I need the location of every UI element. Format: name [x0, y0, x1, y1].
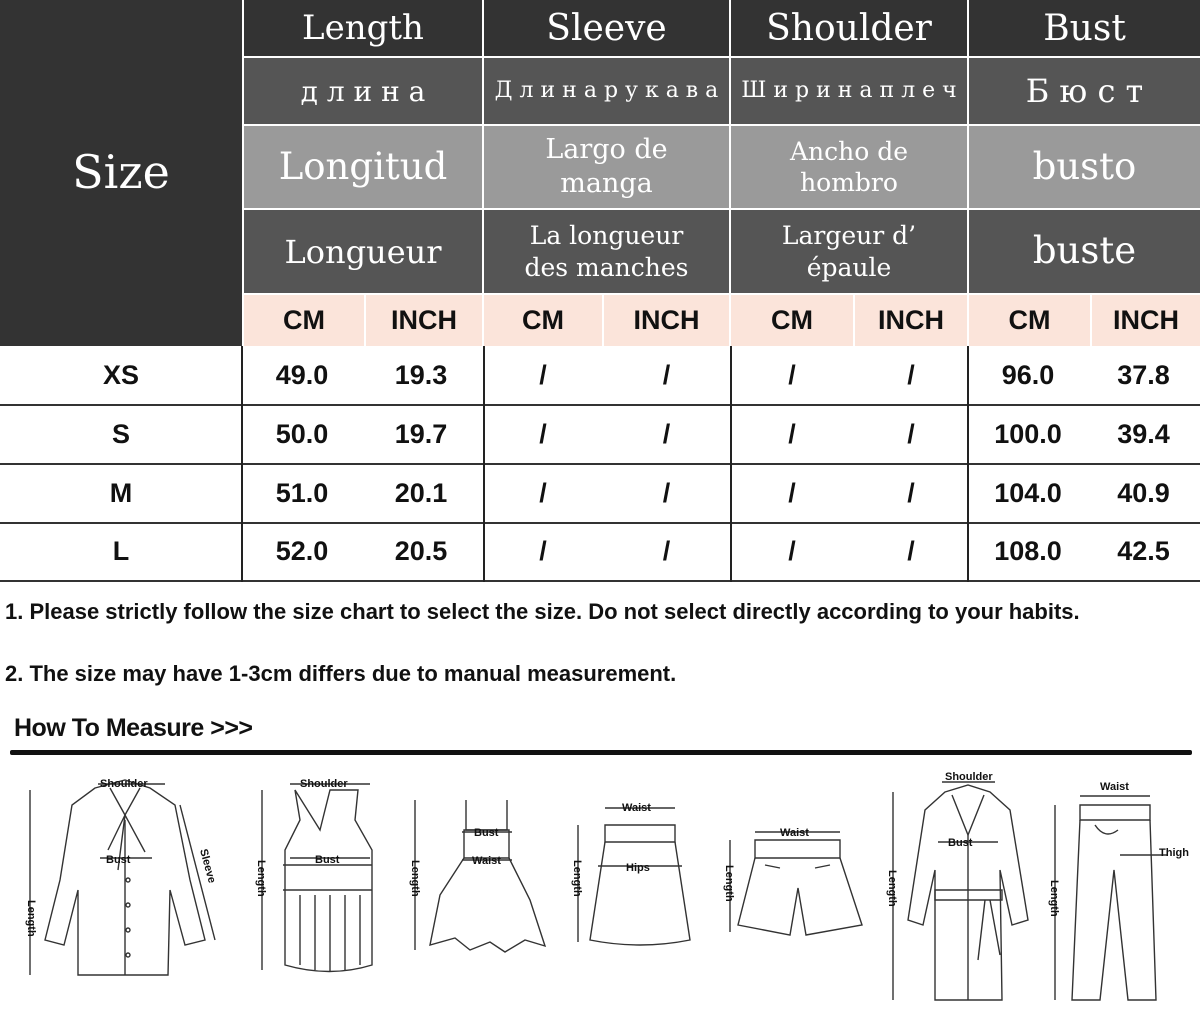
table-cell: / [662, 536, 671, 566]
table-cell: 42.5 [1117, 536, 1170, 566]
label-skirt-hips: Hips [626, 862, 650, 874]
table-cell: / [539, 359, 547, 390]
label-vest-length: Length [255, 860, 267, 897]
header-sleeve-en: Sleeve [484, 0, 729, 56]
vest-diagram [262, 784, 372, 972]
label-vest-bust: Bust [315, 854, 340, 866]
table-cell: 49.0 [275, 359, 329, 390]
table-cell: 39.4 [1117, 418, 1170, 449]
table-cell: / [907, 536, 915, 566]
table-cell: 104.0 [994, 477, 1062, 508]
header-shoulder-fr: Largeur d’ épaule [731, 210, 967, 293]
label-blouse-bust: Bust [106, 854, 131, 866]
dress-diagram [415, 800, 545, 952]
header-length-es: Longitud [244, 126, 482, 208]
table-cell: / [907, 359, 915, 390]
header-length-ru: д л и н а [244, 58, 482, 124]
size-table-body [0, 346, 1200, 582]
label-shorts-waist: Waist [780, 827, 809, 839]
header-length-fr: Longueur [244, 210, 482, 293]
header-bust-es: busto [969, 126, 1200, 208]
header-sleeve-es: Largo de manga [484, 126, 729, 208]
shorts-diagram [730, 832, 862, 935]
note-1: 1. Please strictly follow the size chart to select the size. Do not select directly according to your habits. [5, 599, 1080, 624]
header-bust-fr: buste [969, 210, 1200, 293]
label-vest-shoulder: Shoulder [300, 778, 348, 790]
row-divider [0, 580, 1200, 582]
table-cell: / [662, 477, 671, 508]
unit-inch-bust: INCH [1092, 295, 1200, 346]
label-skirt-length: Length [571, 860, 583, 897]
label-blouse-shoulder: Shoulder [100, 778, 148, 790]
header-bust-ru: Б ю с т [969, 58, 1200, 124]
header-shoulder-ru: Ш и р и н а п л е ч [731, 58, 967, 124]
how-to-measure-title: How To Measure >>> [14, 714, 253, 742]
table-cell: 20.1 [394, 477, 448, 508]
table-cell: 19.3 [394, 359, 448, 390]
title-underline [10, 750, 1192, 755]
unit-inch-shoulder: INCH [855, 295, 967, 346]
unit-inch-sleeve: INCH [604, 295, 729, 346]
unit-cm-sleeve: CM [484, 295, 602, 346]
table-cell: / [907, 418, 915, 449]
table-cell: 19.7 [394, 418, 448, 449]
table-row-size: M [109, 477, 133, 508]
table-row-size: L [112, 536, 130, 566]
table-row-size: S [111, 418, 130, 449]
table-cell: 50.0 [275, 418, 329, 449]
unit-cm-shoulder: CM [731, 295, 853, 346]
table-cell: / [662, 359, 671, 390]
label-coat-length: Length [886, 870, 898, 907]
table-cell: 37.8 [1117, 359, 1170, 390]
measure-figures [0, 760, 1200, 1015]
label-skirt-waist: Waist [622, 802, 651, 814]
label-coat-bust: Bust [948, 837, 973, 849]
table-cell: / [788, 477, 796, 508]
table-cell: / [788, 536, 796, 566]
skirt-diagram [578, 808, 690, 945]
header-sleeve-fr: La longueur des manches [484, 210, 729, 293]
trousers-diagram [1055, 796, 1168, 1000]
blouse-diagram [30, 780, 215, 975]
size-header: Size [0, 0, 242, 346]
label-blouse-sleeve: Sleeve [197, 847, 218, 885]
table-cell: 52.0 [275, 536, 329, 566]
table-cell: / [539, 536, 547, 566]
table-cell: 20.5 [394, 536, 448, 566]
header-sleeve-ru: Д л и н а р у к а в а [484, 58, 729, 124]
table-cell: / [788, 359, 796, 390]
table-cell: / [539, 418, 547, 449]
table-cell: / [539, 477, 547, 508]
garment-diagrams [0, 760, 1200, 1015]
table-cell: / [907, 477, 915, 508]
label-dress-bust: Bust [474, 827, 499, 839]
label-trousers-waist: Waist [1100, 781, 1129, 793]
coat-diagram [893, 782, 1028, 1000]
header-shoulder-en: Shoulder [731, 0, 967, 56]
table-cell: 108.0 [994, 536, 1062, 566]
table-cell: 100.0 [994, 418, 1062, 449]
unit-cm-bust: CM [969, 295, 1090, 346]
label-trousers-length: Length [1048, 880, 1060, 917]
header-shoulder-es: Ancho de hombro [731, 126, 967, 208]
table-cell: 96.0 [1001, 359, 1055, 390]
unit-cm-length: CM [244, 295, 364, 346]
label-dress-waist: Waist [472, 855, 501, 867]
table-cell: 51.0 [275, 477, 329, 508]
header-length-en: Length [244, 0, 482, 56]
label-dress-length: Length [409, 860, 421, 897]
table-row-size: XS [102, 359, 140, 390]
table-cell: / [662, 418, 671, 449]
label-coat-shoulder: Shoulder [945, 771, 993, 783]
label-trousers-thigh: Thigh [1159, 847, 1189, 859]
header-bust-en: Bust [969, 0, 1200, 56]
note-2: 2. The size may have 1-3cm differs due to manual measurement. [5, 661, 677, 686]
label-blouse-length: Length [25, 900, 37, 937]
label-shorts-length: Length [723, 865, 735, 902]
table-cell: 40.9 [1117, 477, 1170, 508]
table-cell: / [788, 418, 796, 449]
unit-inch-length: INCH [366, 295, 482, 346]
